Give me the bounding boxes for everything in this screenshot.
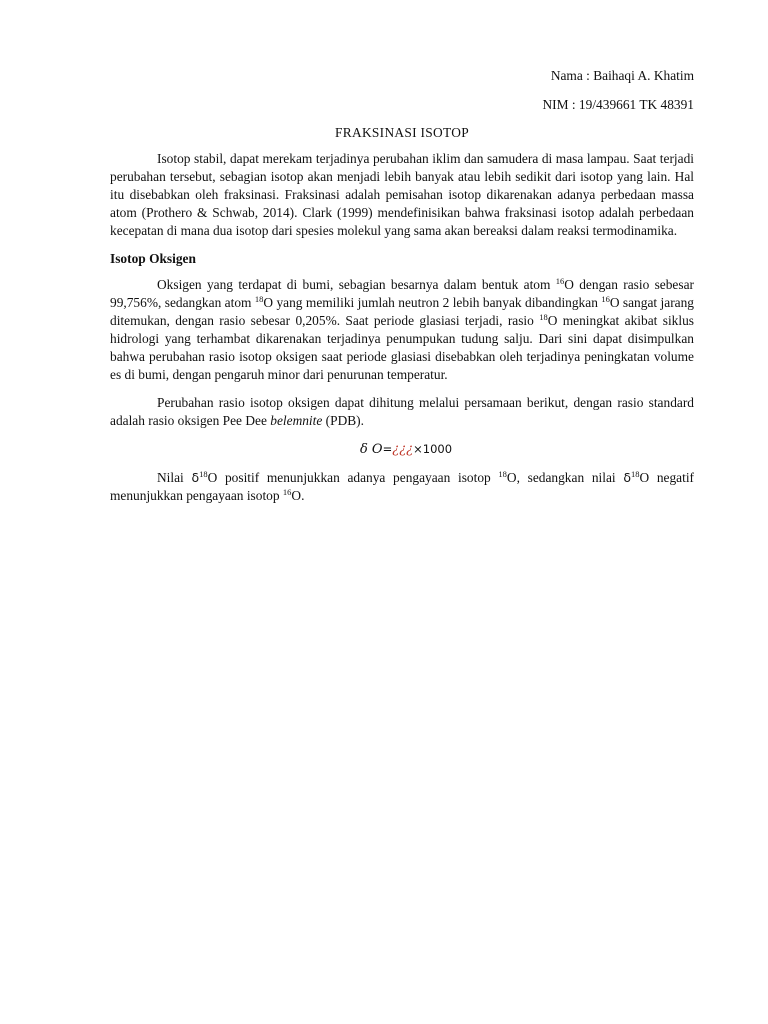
text-run: O meningkat akibat siklus hidrologi yang terhambat dikarenakan terjadinya penumpukan tudung salju. Dari sini dapat disimpulkan bahwa perubahan rasio isotop oksigen saat periode glasiasi disebabkan oleh terjadinya peningkatan volume es di bumi, dengan pengaruh minor dari penurunan temperatur. bbox=[110, 313, 694, 382]
document-page bbox=[110, 66, 694, 515]
formula-lhs: δ O bbox=[359, 442, 383, 457]
superscript: 16 bbox=[601, 294, 610, 304]
superscript: 18 bbox=[539, 312, 548, 322]
document-title: FRAKSINASI ISOTOP bbox=[335, 125, 469, 140]
text-run: O yang memiliki jumlah neutron 2 lebih banyak dibandingkan bbox=[263, 295, 602, 310]
superscript: 16 bbox=[555, 276, 565, 286]
delta-paragraph bbox=[110, 469, 694, 505]
formula-equals: = bbox=[382, 442, 393, 456]
text-run: O positif menunjukkan adanya pengayaan isotop bbox=[207, 470, 499, 485]
intro-paragraph: Isotop stabil, dapat merekam terjadinya perubahan iklim dan samudera di masa lampau. Saat terjadi perubahan tersebut, sebagian isotop akan menjadi lebih banyak atau lebih sedikit dari isotop yang lain. Hal itu disebabkan oleh fraksinasi. Fraksinasi adalah pemisahan isotop dikarenakan adanya perbedaan massa atom (Prothero & Schwab, 2014). Clark (1999) mendefinisikan bahwa fraksinasi isotop adalah perbedaan kecepatan di mana dua isotop dari spesies molekul yang sama akan bereaksi dalam reaksi termodinamika. bbox=[110, 151, 694, 238]
student-id: NIM : 19/439661 TK 48391 bbox=[542, 97, 694, 112]
delta-symbol: δ bbox=[623, 470, 631, 485]
delta-symbol: δ bbox=[191, 470, 200, 485]
author-name: Nama : Baihaqi A. Khatim bbox=[550, 68, 694, 83]
superscript: 18 bbox=[630, 469, 640, 479]
text-run: (PDB). bbox=[322, 413, 364, 428]
delta-formula bbox=[110, 440, 694, 459]
superscript: 18 bbox=[254, 294, 264, 304]
text-run: O, sedangkan nilai bbox=[506, 470, 624, 485]
text-run: O sangat jarang ditemukan, dengan rasio sebesar 0,205%. Saat periode glasiasi terjadi, rasio bbox=[110, 295, 694, 328]
formula-placeholder: ¿¿¿ bbox=[392, 442, 414, 457]
superscript: 18 bbox=[199, 469, 208, 479]
text-run: O dengan rasio sebesar 99,756%, sedangkan atom bbox=[110, 277, 694, 310]
ratio-paragraph bbox=[110, 394, 694, 430]
section-heading: Isotop Oksigen bbox=[110, 251, 196, 266]
text-run: Perubahan rasio isotop oksigen dapat dihitung melalui persamaan berikut, dengan rasio standard adalah rasio oksigen Pee Dee bbox=[110, 395, 694, 428]
text-run: O. bbox=[291, 488, 305, 503]
formula-rhs: ×1000 bbox=[413, 442, 453, 456]
text-run: Nilai bbox=[157, 470, 192, 485]
superscript: 16 bbox=[282, 487, 292, 497]
text-run: Oksigen yang terdapat di bumi, sebagian besarnya dalam bentuk atom bbox=[157, 277, 556, 292]
italic-term: belemnite bbox=[270, 413, 323, 428]
superscript: 18 bbox=[498, 469, 507, 479]
oxygen-paragraph bbox=[110, 276, 694, 384]
text-run: O negatif menunjukkan pengayaan isotop bbox=[110, 470, 694, 503]
